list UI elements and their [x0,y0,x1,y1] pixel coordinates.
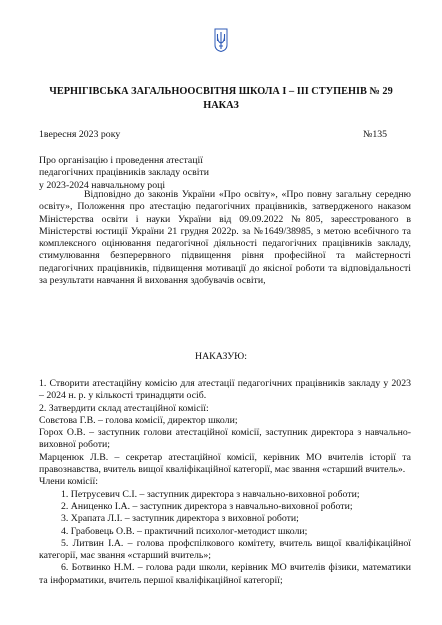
order-subject [39,155,209,192]
order-date: 1вересня 2023 року [39,129,121,140]
order-items [39,378,411,587]
subject-line: у 2023-2024 навчальному році [39,179,166,191]
order-number: №135 [363,129,388,140]
commission-deputy: Горох О.В. – заступник голови атестаційної комісії, заступник директора з навчально-виховної роботи; [39,427,411,451]
member-item: 3. Храпата Л.І. – заступник директора з виховної роботи; [61,513,299,525]
commission-secretary: Марценюк Л.В. – секретар атестаційної комісії, керівник МО вчителів історії та правознавства, вчитель вищої кваліфікаційної категорії, має звання «старший вчитель». [39,451,411,476]
order-heading: НАКАЗУЮ: [195,351,247,362]
document-type: НАКАЗ [203,100,239,111]
members-label: Члени комісії: [39,476,98,488]
school-name: ЧЕРНІГІВСЬКА ЗАГАЛЬНООСВІТНЯ ШКОЛА І – ІІІ СТУПЕНІВ № 29 [49,86,393,97]
member-item: 5. Литвин І.А. – голова профспілкового комітету, вчитель вищої кваліфікаційної категорії, має звання «старший вчитель»; [39,537,411,562]
commission-chair: Совєтова Г.В. – голова комісії, директор школи; [39,414,238,426]
order-item-1: 1. Створити атестаційну комісію для атестації педагогічних працівників закладу у 2023 – 2024 н. р. у кількості тринадцяти осіб. [39,378,411,402]
member-item: 4. Грабовець О.В. – практичний психолог-методист школи; [61,525,308,537]
order-item-2: 2. Затвердити склад атестаційної комісії: [39,402,209,414]
ukraine-trident-icon [214,28,228,52]
subject-line: педагогічних працівників закладу освіти [39,167,210,179]
subject-line: Про організацію і проведення атестації [39,155,203,166]
member-item: 6. Ботвинко Н.М. – голова ради школи, керівник МО вчителів фізики, математики та інформатики, вчитель першої кваліфікаційної категорії; [39,562,411,586]
member-item: 2. Аниценко І.А. – заступник директора з навчально-виховної роботи; [61,500,353,512]
member-item: 1. Петрусевич С.І. – заступник директора з навчально-виховної роботи; [61,488,360,500]
preamble-paragraph: Відповідно до законів України «Про освіту», «Про повну загальну середню освіту», Положення про атестацію педагогічних працівників, затвердженого наказом Міністерства освіти і науки України від 09.09.2022 №805, зареєстрованого в Міністерстві юстиції України 21 грудня 2022р. за №1649/38985, з метою всебічного та комплексного оцінювання педагогічної діяльності педагогічних працівників закладу, стимулювання безперервного підвищення рівня професійної та майстерності педагогічних працівників, підвищення мотивації до якісної роботи та відповідальності за результати навчання й виховання здобувачів освіти, [39,189,411,287]
